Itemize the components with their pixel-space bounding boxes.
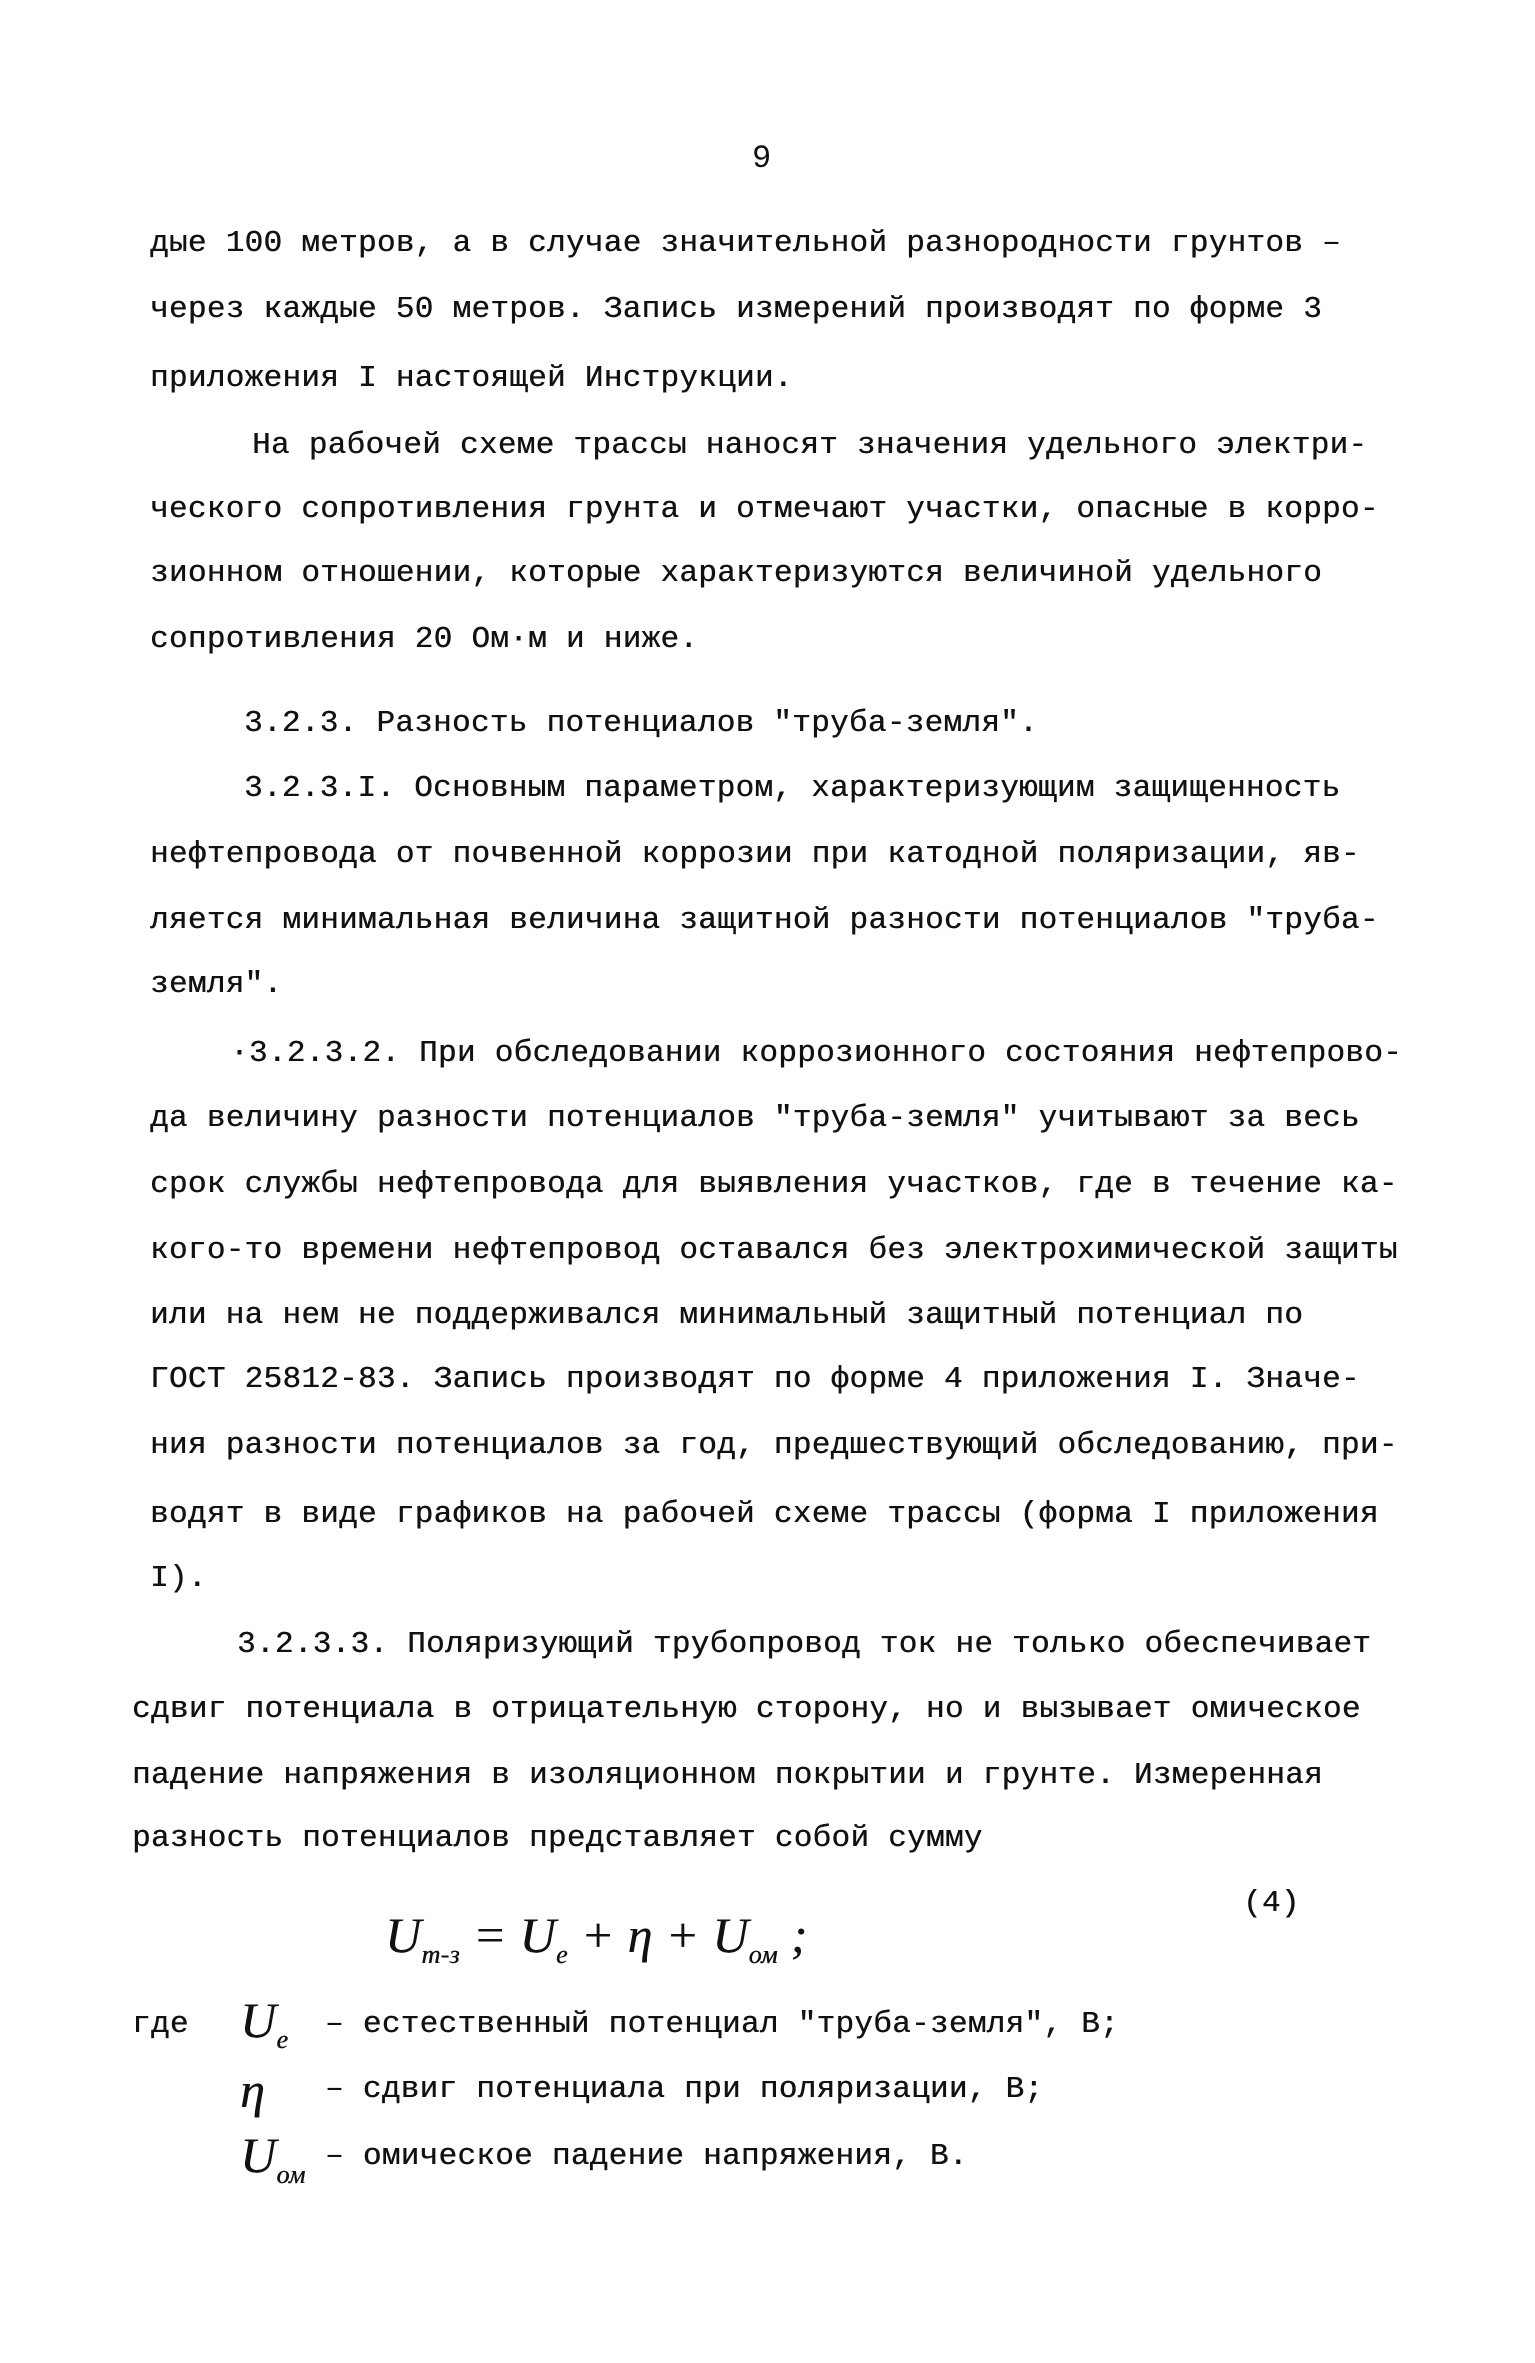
text-line: ляется минимальная величина защитной разности потенциалов "труба- <box>150 903 1379 938</box>
text-line: сопротивления 20 Ом·м и ниже. <box>150 622 699 657</box>
text-line: 3.2.3.3. Поляризующий трубопровод ток не только обеспечивает <box>237 1627 1372 1662</box>
text-line: кого-то времени нефтепровод оставался без электрохимической защиты <box>150 1233 1398 1268</box>
text-line: земля". <box>150 967 283 1002</box>
where-label: где <box>132 2007 189 2042</box>
formula-subscript: e <box>276 2025 289 2054</box>
formula-subscript: ом <box>276 2160 306 2189</box>
page-number: 9 <box>752 140 772 177</box>
where-definition: – омическое падение напряжения, В. <box>325 2139 968 2174</box>
formula-symbol: U <box>712 1907 749 1963</box>
formula-subscript: ом <box>748 1940 778 1969</box>
text-line: I). <box>150 1561 207 1596</box>
text-line: На рабочей схеме трассы наносят значения удельного электри- <box>252 428 1368 463</box>
where-symbol <box>240 2060 265 2120</box>
text-line: водят в виде графиков на рабочей схеме трассы (форма I приложения <box>150 1497 1379 1532</box>
formula-operator: + <box>567 1907 628 1963</box>
formula-symbol: U <box>240 1992 277 2048</box>
where-definition: – сдвиг потенциала при поляризации, В; <box>325 2072 1044 2107</box>
text-line: нефтепровода от почвенной коррозии при катодной поляризации, яв- <box>150 837 1360 872</box>
text-line: ния разности потенциалов за год, предшествующий обследованию, при- <box>150 1428 1398 1463</box>
text-line: 3.2.3.I. Основным параметром, характеризующим защищенность <box>244 771 1341 806</box>
formula-subscript: т-з <box>421 1940 460 1969</box>
formula-operator: = <box>459 1907 520 1963</box>
text-line: ·3.2.3.2. При обследовании коррозионного состояния нефтепрово- <box>230 1036 1402 1071</box>
where-definition: – естественный потенциал "труба-земля", В; <box>325 2007 1119 2042</box>
text-line: через каждые 50 метров. Запись измерений производят по форме 3 <box>150 292 1322 327</box>
section-heading: 3.2.3. Разность потенциалов "труба-земля". <box>244 706 1038 741</box>
text-line: ческого сопротивления грунта и отмечают участки, опасные в корро- <box>150 492 1379 527</box>
formula-operator: + <box>652 1907 713 1963</box>
text-line: сдвиг потенциала в отрицательную сторону, но и вызывает омическое <box>132 1692 1361 1727</box>
text-line: дые 100 метров, а в случае значительной разнородности грунтов – <box>150 226 1341 261</box>
text-line: срок службы нефтепровода для выявления участков, где в течение ка- <box>150 1167 1398 1202</box>
formula-subscript: e <box>555 1940 568 1969</box>
text-line: или на нем не поддерживался минимальный защитный потенциал по <box>150 1298 1304 1333</box>
formula-4 <box>385 1905 808 1985</box>
formula-symbol: U <box>240 2127 277 2183</box>
formula-symbol: η <box>627 1907 653 1963</box>
text-line: да величину разности потенциалов "труба-земля" учитывают за весь <box>150 1101 1360 1136</box>
text-line: зионном отношении, которые характеризуются величиной удельного <box>150 556 1322 591</box>
formula-symbol: U <box>385 1907 422 1963</box>
text-line: ГОСТ 25812-83. Запись производят по форме 4 приложения I. Значе- <box>150 1362 1360 1397</box>
text-line: падение напряжения в изоляционном покрытии и грунте. Измеренная <box>132 1758 1323 1793</box>
formula-symbol: η <box>240 2062 266 2118</box>
formula-symbol: U <box>519 1907 556 1963</box>
formula-operator: ; <box>777 1907 808 1963</box>
equation-number: (4) <box>1243 1886 1300 1921</box>
text-line: разность потенциалов представляет собой сумму <box>132 1821 983 1856</box>
where-symbol <box>240 1990 288 2070</box>
where-symbol <box>240 2125 306 2205</box>
text-line: приложения I настоящей Инструкции. <box>150 361 793 396</box>
